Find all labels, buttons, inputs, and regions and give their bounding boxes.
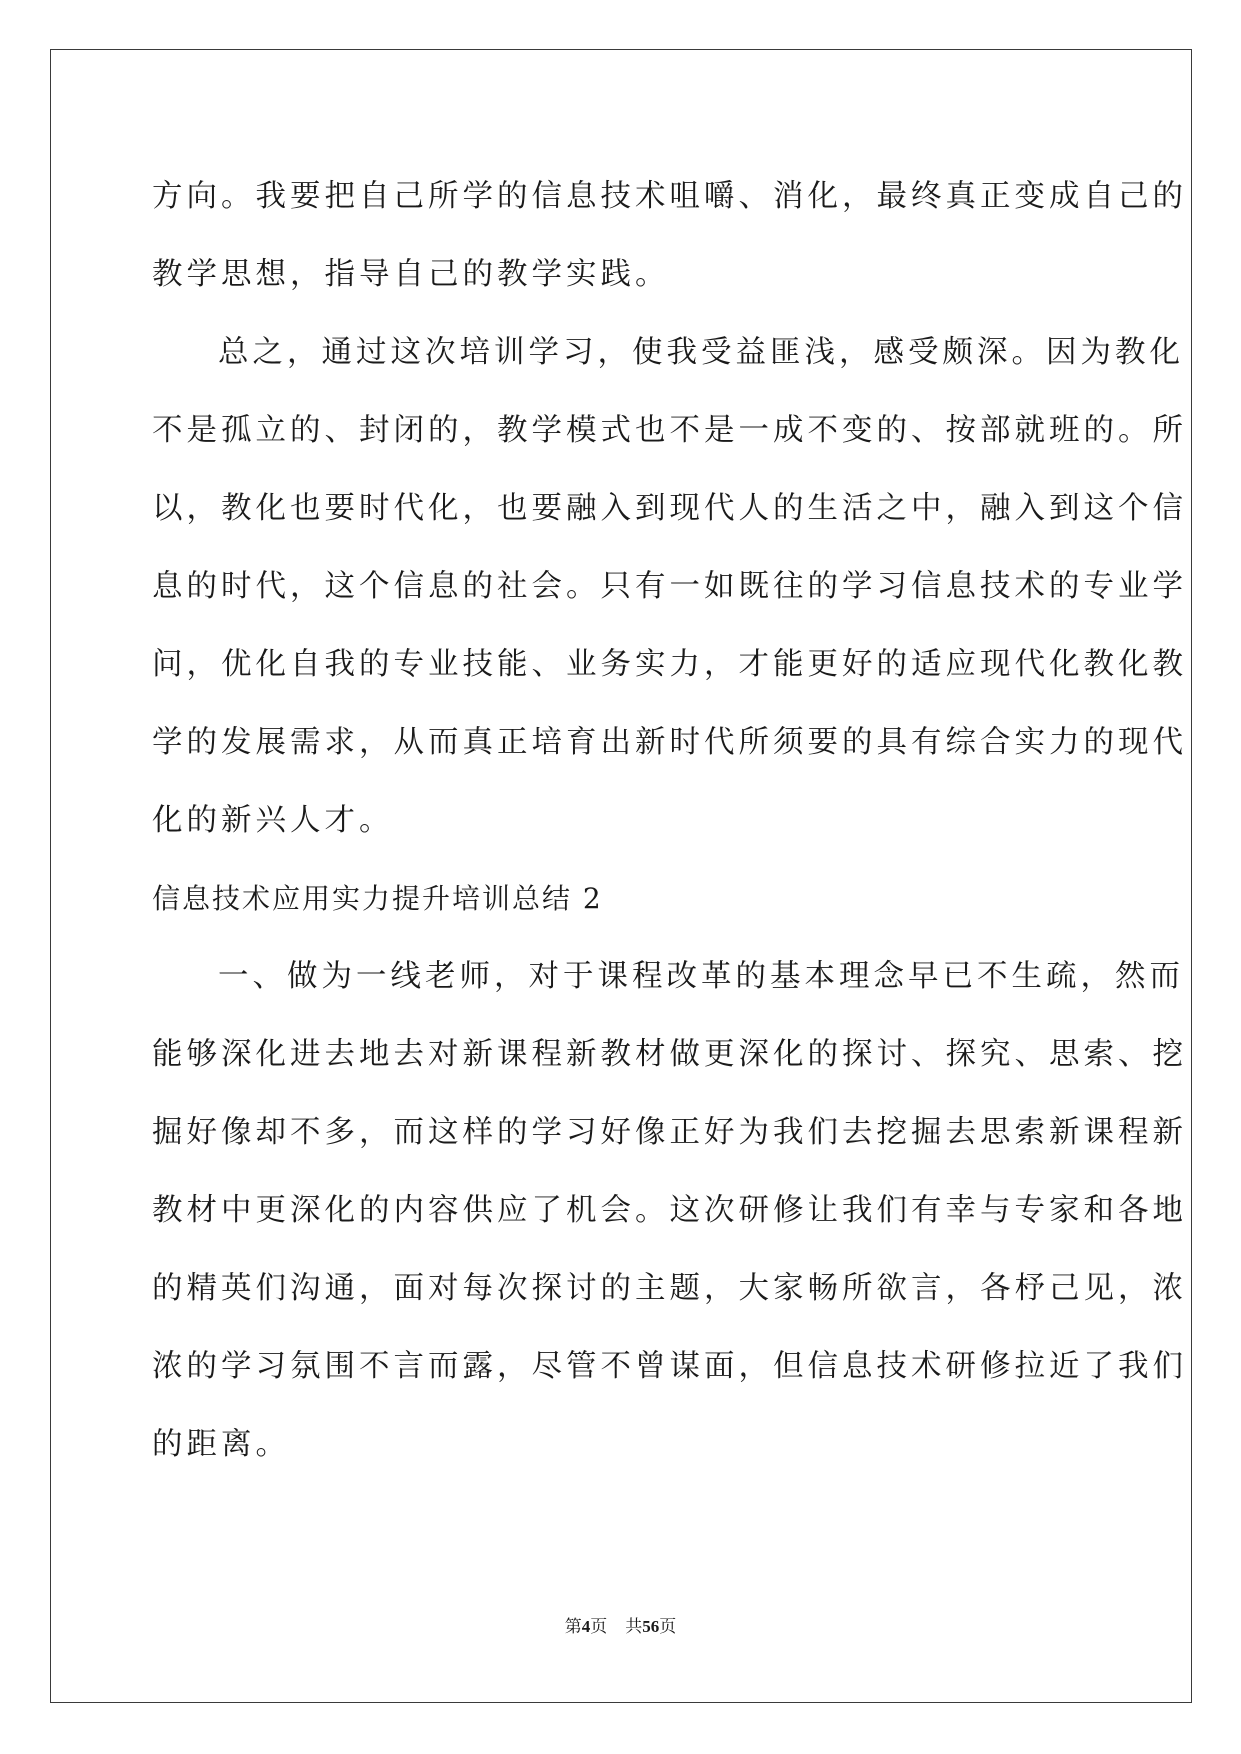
page-footer	[0, 1612, 1241, 1637]
section-heading: 信息技术应用实力提升培训总结 2	[152, 882, 603, 915]
paragraph-line: 一、做为一线老师，对于课程改革的基本理念早已不生疏，然而	[218, 959, 1184, 994]
footer-page-prefix: 第	[564, 1617, 582, 1636]
paragraph-line: 浓的学习氛围不言而露，尽管不曾谋面，但信息技术研修拉近了我们	[152, 1349, 1187, 1384]
paragraph-line: 教学思想，指导自己的教学实践。	[152, 257, 670, 292]
footer-total-pages: 56	[642, 1617, 660, 1636]
paragraph-line: 学的发展需求，从而真正培育出新时代所须要的具有综合实力的现代	[152, 725, 1187, 760]
paragraph-line: 的距离。	[152, 1427, 290, 1462]
document-body	[152, 158, 1187, 1484]
paragraph-line: 以，教化也要时代化，也要融入到现代人的生活之中，融入到这个信	[152, 491, 1187, 526]
footer-page-number: 4	[581, 1617, 591, 1636]
paragraph-line: 教材中更深化的内容供应了机会。这次研修让我们有幸与专家和各地	[152, 1193, 1187, 1228]
paragraph-line: 方向。我要把自己所学的信息技术咀嚼、消化，最终真正变成自己的	[152, 179, 1187, 214]
paragraph-line: 化的新兴人才。	[152, 803, 394, 838]
paragraph-line: 息的时代，这个信息的社会。只有一如既往的学习信息技术的专业学	[152, 569, 1187, 604]
footer-total-prefix: 共	[625, 1617, 643, 1636]
footer-total-suffix: 页	[659, 1617, 677, 1636]
footer-page-suffix: 页	[590, 1617, 608, 1636]
paragraph-line: 不是孤立的、封闭的，教学模式也不是一成不变的、按部就班的。所	[152, 413, 1187, 448]
paragraph-line: 问，优化自我的专业技能、业务实力，才能更好的适应现代化教化教	[152, 647, 1187, 682]
paragraph-line: 的精英们沟通，面对每次探讨的主题，大家畅所欲言，各杼己见，浓	[152, 1271, 1187, 1306]
paragraph-line: 总之，通过这次培训学习，使我受益匪浅，感受颇深。因为教化	[218, 335, 1184, 370]
paragraph-line: 能够深化进去地去对新课程新教材做更深化的探讨、探究、思索、挖	[152, 1037, 1187, 1072]
paragraph-line: 掘好像却不多，而这样的学习好像正好为我们去挖掘去思索新课程新	[152, 1115, 1187, 1150]
